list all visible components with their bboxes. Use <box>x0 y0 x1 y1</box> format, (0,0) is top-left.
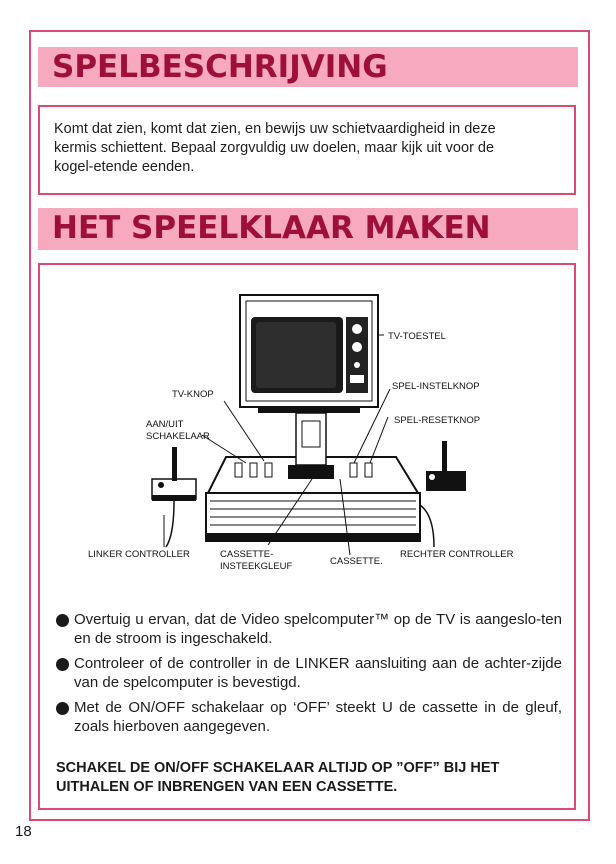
cassette-slot-label: INSTEEKGLEUF <box>220 561 293 572</box>
rechter-controller-label: RECHTER CONTROLLER <box>400 549 514 560</box>
bullet-icon <box>56 658 69 671</box>
cassette-slot-label: CASSETTE- <box>220 549 274 560</box>
instruction-list <box>56 611 562 743</box>
section-title-bar <box>38 208 578 250</box>
right-joystick-illustration <box>426 441 466 491</box>
instruction-item <box>56 611 562 648</box>
bullet-icon <box>56 614 69 627</box>
cassette-label: CASSETTE. <box>330 556 383 567</box>
spel-resetknop-label: SPEL-RESETKNOP <box>394 415 481 426</box>
section-title: HET SPEELKLAAR MAKEN <box>52 210 491 246</box>
description-box <box>38 105 576 195</box>
instruction-text: Met de ON/OFF schakelaar op ‘OFF’ steekt U de cassette in de gleuf, zoals hierboven aangegeven. <box>74 699 562 735</box>
aan-uit-label: SCHAKELAAR <box>146 431 210 442</box>
tv-knop-label: TV-KNOP <box>172 389 214 400</box>
instruction-item <box>56 699 562 736</box>
description-line: Komt dat zien, komt dat zien, en bewijs uw schietvaardigheid in deze <box>54 121 496 137</box>
page-number: 18 <box>15 823 32 840</box>
instruction-text: Overtuig u ervan, dat de Video spelcomputer™ op de TV is aangeslo-ten en de stroom is ingeschakeld. <box>74 611 562 647</box>
linker-controller-label: LINKER CONTROLLER <box>88 549 190 560</box>
warning-text: SCHAKEL DE ON/OFF SCHAKELAAR ALTIJD OP ”OFF” BIJ HET UITHALEN OF INBRENGEN VAN EEN CASSETTE. <box>56 760 500 795</box>
aan-uit-label: AAN/UIT <box>146 419 184 430</box>
left-joystick-illustration <box>152 447 196 501</box>
instruction-item <box>56 655 562 692</box>
right-cable <box>420 505 434 547</box>
section-title: SPELBESCHRIJVING <box>52 49 388 85</box>
instruction-text: Controleer of de controller in de LINKER aansluiting aan de achter-zijde van de spelcomputer is bevestigd. <box>74 655 562 691</box>
setup-box <box>38 263 576 810</box>
section-title-bar <box>38 47 578 87</box>
tv-illustration <box>240 295 378 413</box>
tv-label: TV-TOESTEL <box>388 331 446 342</box>
spel-instelknop-label: SPEL-INSTELKNOP <box>392 381 480 392</box>
console-illustration <box>206 413 420 541</box>
console-diagram <box>40 265 574 595</box>
description-line: kogel-etende eenden. <box>54 159 195 175</box>
left-cable <box>166 501 174 547</box>
bullet-icon <box>56 702 69 715</box>
description-line: kermis schiettent. Bepaal zorgvuldig uw doelen, maar kijk uit voor de <box>54 140 495 156</box>
